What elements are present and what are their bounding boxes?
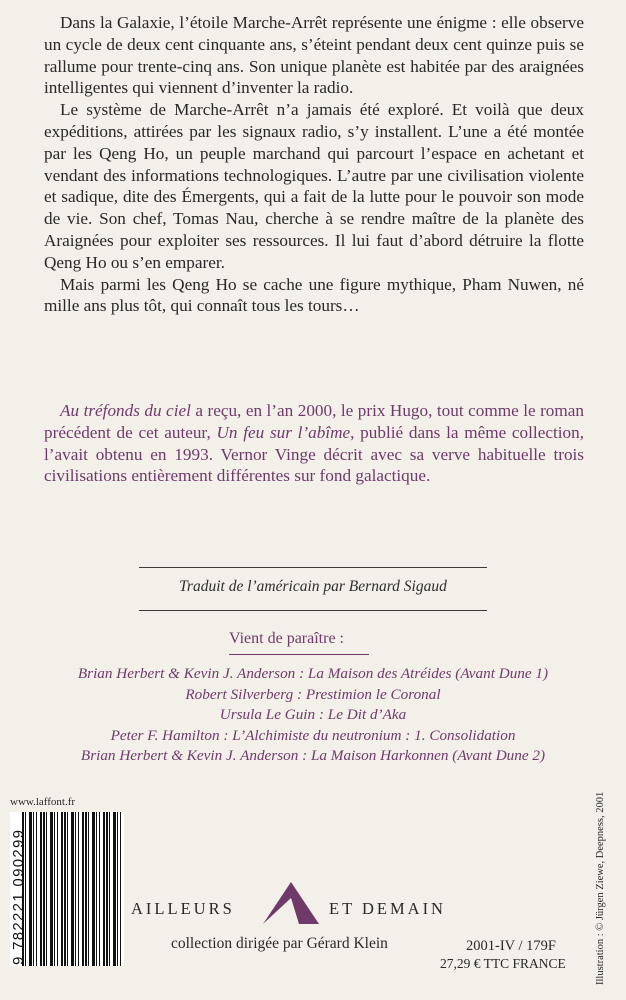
divider-top xyxy=(139,567,487,568)
translator-credit: Traduit de l’américain par Bernard Sigaud xyxy=(179,578,447,595)
hugo-text-2: , publié dans la même collection, l’avait obtenu en 1993. Vernor Vinge décrit avec sa verve habituelle trois civilisations entièrement différentes sur fond galactique. xyxy=(44,422,584,486)
book-title-1: Au tréfonds du ciel xyxy=(60,401,191,420)
list-item: Peter F. Hamilton : L’Alchimiste du neutronium : 1. Consolidation xyxy=(110,726,516,744)
divider-bottom xyxy=(139,610,487,611)
list-item: Ursula Le Guin : Le Dit d’Aka xyxy=(219,706,407,724)
illustration-credit: Illustration : © Jürgen Ziewe, Deepness, 2001 xyxy=(595,791,606,985)
catalog-reference: 2001-IV / 179F xyxy=(466,938,556,954)
barcode-icon xyxy=(10,812,124,966)
hugo-award-paragraph xyxy=(44,400,584,487)
series-name-left: AILLEURS xyxy=(131,899,235,918)
book-title-2: Un feu sur l’abîme xyxy=(216,422,351,442)
series-name-right: ET DEMAIN xyxy=(329,899,446,918)
blurb xyxy=(44,0,584,317)
blurb-paragraph-1: Dans la Galaxie, l’étoile Marche-Arrêt représente une énigme : elle observe un cycle de deux cent cinquante ans, s’éteint pendant deux cent quinze puis se rallume pour trente-cinq ans. Son unique planète est habitée par des araignées intelligentes qui viennent d’inventer la radio. xyxy=(44,13,584,98)
barcode-digits: 9 782221 090299 xyxy=(10,828,27,965)
triangle-logo-icon xyxy=(261,880,321,926)
recent-releases-underline xyxy=(229,654,369,655)
recent-releases-title: Vient de paraître : xyxy=(229,630,344,647)
publisher-website: www.laffont.fr xyxy=(10,796,76,808)
hugo-text-1: a reçu, en l’an 2000, le prix Hugo, tout comme le roman précédent de cet auteur, xyxy=(44,401,584,442)
list-item: Robert Silverberg : Prestimion le Coronal xyxy=(185,685,441,703)
price: 27,29 € TTC FRANCE xyxy=(440,956,566,971)
list-item: Brian Herbert & Kevin J. Anderson : La Maison Harkonnen (Avant Dune 2) xyxy=(80,747,546,765)
blurb-paragraph-3: Mais parmi les Qeng Ho se cache une figure mythique, Pham Nuwen, né mille ans plus tôt, qui connaît tous les tours… xyxy=(44,274,584,316)
collection-director: collection dirigée par Gérard Klein xyxy=(171,935,388,952)
blurb-paragraph-2: Le système de Marche-Arrêt n’a jamais été exploré. Et voilà que deux expéditions, attirées par les signaux radio, s’y installent. L’une a été montée par les Qeng Ho, un peuple marchand qui parcourt l’espace en achetant et vendant des informations technologiques. L’autre par une civilisation violente et sadique, dite des Émergents, qui a fait de la lutte pour le pouvoir son mode de vie. Son chef, Tomas Nau, cherche à se rendre maître de la planète des Araignées pour exploiter ses ressources. Il lui faut d’abord détruire la flotte Qeng Ho ou s’en emparer. xyxy=(44,100,584,272)
recent-releases-list xyxy=(30,664,596,767)
list-item: Brian Herbert & Kevin J. Anderson : La Maison des Atréides (Avant Dune 1) xyxy=(77,665,549,682)
barcode-bars xyxy=(22,812,124,966)
